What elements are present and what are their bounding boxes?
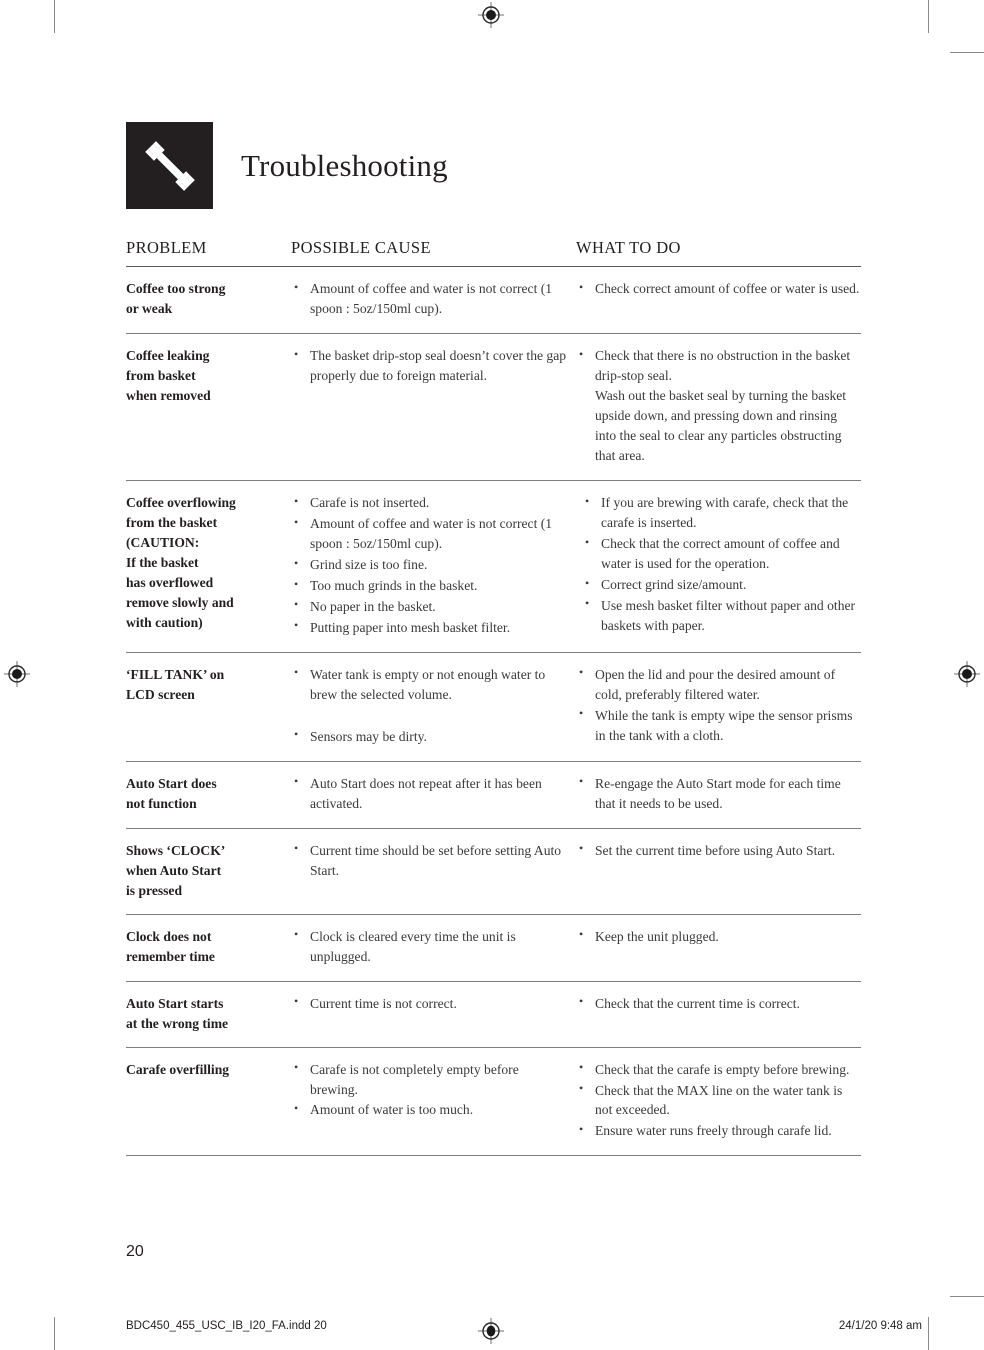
cause-item: • Amount of coffee and water is not correct (1 spoon : 5oz/150ml cup). xyxy=(291,279,568,319)
cell-what-to-do-list xyxy=(576,927,861,947)
cell-what-to-do xyxy=(576,994,861,1015)
cell-what-to-do-list xyxy=(576,346,861,466)
cell-what-to-do-list xyxy=(576,1060,861,1142)
cell-what-to-do xyxy=(576,841,861,862)
table-row xyxy=(126,334,861,480)
action-item: • Re-engage the Auto Start mode for each time that it needs to be used. xyxy=(576,774,861,814)
cell-what-to-do-list xyxy=(576,279,861,299)
cause-item: • Current time should be set before setting Auto Start. xyxy=(291,841,568,881)
cell-what-to-do xyxy=(576,774,861,815)
table-row xyxy=(126,915,861,981)
problem-text: Clock does not remember time xyxy=(126,928,215,964)
cell-what-to-do xyxy=(576,665,861,747)
cell-what-to-do-list xyxy=(576,994,861,1014)
cell-possible-cause-list xyxy=(291,774,568,814)
cause-item: • Carafe is not inserted. xyxy=(291,493,568,513)
table-row xyxy=(126,1048,861,1156)
action-item: • Correct grind size/amount. xyxy=(576,575,861,595)
cause-item: • The basket drip-stop seal doesn’t cover the gap properly due to foreign material. xyxy=(291,346,568,386)
cell-possible-cause xyxy=(291,841,576,882)
problem-caution-note: (CAUTION: If the basket has overflowed remove slowly and with caution) xyxy=(126,535,234,630)
table-row xyxy=(126,267,861,333)
action-item: • Check that the MAX line on the water tank is not exceeded. xyxy=(576,1081,861,1121)
table-row xyxy=(126,653,861,761)
column-header-possible-cause: POSSIBLE CAUSE xyxy=(291,238,431,257)
cell-problem xyxy=(126,927,291,967)
action-item: • Check correct amount of coffee or water is used. xyxy=(576,279,861,299)
wrench-icon xyxy=(126,122,213,209)
cell-problem xyxy=(126,493,291,633)
action-item: • While the tank is empty wipe the sensor prisms in the tank with a cloth. xyxy=(576,706,861,746)
cell-possible-cause-list xyxy=(291,1060,568,1121)
cause-item: • Water tank is empty or not enough water to brew the selected volume. xyxy=(291,665,568,705)
table-header-row xyxy=(126,238,861,266)
cause-item: • Carafe is not completely empty before brewing. xyxy=(291,1060,568,1100)
page-number: 20 xyxy=(126,1243,144,1260)
cell-possible-cause xyxy=(291,346,576,387)
action-item: • Check that there is no obstruction in the basket drip-stop seal. Wash out the basket seal by turning the basket upside down, and pressing down and rinsing into the seal to clear any particles obstructing that area. xyxy=(576,346,861,466)
cell-problem xyxy=(126,346,291,406)
table-row-rule xyxy=(126,1155,861,1156)
cause-item: • Auto Start does not repeat after it has been activated. xyxy=(291,774,568,814)
action-item: • Use mesh basket filter without paper and other baskets with paper. xyxy=(576,596,861,636)
cell-what-to-do xyxy=(576,493,861,637)
cell-possible-cause-list xyxy=(291,994,568,1014)
problem-text: Coffee leaking from basket when removed xyxy=(126,348,211,404)
cell-problem xyxy=(126,279,291,319)
action-item: • Check that the correct amount of coffee and water is used for the operation. xyxy=(576,534,861,574)
cell-possible-cause xyxy=(291,665,576,748)
action-item: • Ensure water runs freely through carafe lid. xyxy=(576,1121,861,1141)
cell-possible-cause xyxy=(291,774,576,815)
cell-problem xyxy=(126,774,291,814)
print-footer-date: 24/1/20 9:48 am xyxy=(838,1320,922,1332)
column-header-problem: PROBLEM xyxy=(126,238,207,257)
print-footer-filename: BDC450_455_USC_IB_I20_FA.indd 20 xyxy=(126,1320,327,1332)
cell-possible-cause xyxy=(291,493,576,639)
cell-possible-cause-list xyxy=(291,665,568,747)
cause-item: • Amount of coffee and water is not correct (1 spoon : 5oz/150ml cup). xyxy=(291,514,568,554)
cell-what-to-do-list xyxy=(576,665,861,746)
cell-what-to-do-list xyxy=(576,493,861,636)
problem-text: Coffee overflowing from the basket xyxy=(126,495,236,531)
problem-text: Auto Start does not function xyxy=(126,775,217,811)
cell-possible-cause-list xyxy=(291,841,568,881)
problem-text: Shows ‘CLOCK’ when Auto Start is pressed xyxy=(126,842,226,898)
page-title: Troubleshooting xyxy=(241,148,448,183)
cell-possible-cause-list xyxy=(291,927,568,967)
action-item: • Check that the current time is correct. xyxy=(576,994,861,1014)
cell-what-to-do xyxy=(576,346,861,467)
cell-problem xyxy=(126,665,291,705)
cell-possible-cause-list xyxy=(291,346,568,386)
cause-item: • No paper in the basket. xyxy=(291,597,568,617)
problem-text: Carafe overfilling xyxy=(126,1061,230,1077)
cell-what-to-do xyxy=(576,1060,861,1143)
cell-what-to-do-list xyxy=(576,774,861,814)
cause-item: • Amount of water is too much. xyxy=(291,1100,568,1120)
problem-text: ‘FILL TANK’ on LCD screen xyxy=(126,666,225,702)
action-item: • Set the current time before using Auto Start. xyxy=(576,841,861,861)
cause-item: • Current time is not correct. xyxy=(291,994,568,1014)
cell-possible-cause xyxy=(291,994,576,1015)
cell-problem xyxy=(126,1060,291,1080)
problem-text: Coffee too strong or weak xyxy=(126,281,226,317)
table-row xyxy=(126,829,861,914)
cell-what-to-do xyxy=(576,927,861,948)
cause-item: • Clock is cleared every time the unit is unplugged. xyxy=(291,927,568,967)
cause-item: • Sensors may be dirty. xyxy=(291,727,568,747)
column-header-what-to-do: WHAT TO DO xyxy=(576,238,681,257)
table-row xyxy=(126,481,861,652)
cell-possible-cause xyxy=(291,927,576,968)
cell-what-to-do xyxy=(576,279,861,300)
table-row xyxy=(126,982,861,1047)
action-item: • Check that the carafe is empty before brewing. xyxy=(576,1060,861,1080)
cause-item: • Putting paper into mesh basket filter. xyxy=(291,618,568,638)
cause-item: • Grind size is too fine. xyxy=(291,555,568,575)
cell-problem xyxy=(126,841,291,901)
action-item: • Keep the unit plugged. xyxy=(576,927,861,947)
cell-what-to-do-list xyxy=(576,841,861,861)
cause-item: • Too much grinds in the basket. xyxy=(291,576,568,596)
cell-problem xyxy=(126,994,291,1034)
cell-possible-cause-list xyxy=(291,493,568,638)
cell-possible-cause-list xyxy=(291,279,568,319)
cell-possible-cause xyxy=(291,1060,576,1122)
cell-possible-cause xyxy=(291,279,576,320)
table-row xyxy=(126,762,861,828)
action-item: • If you are brewing with carafe, check that the carafe is inserted. xyxy=(576,493,861,533)
action-item: • Open the lid and pour the desired amount of cold, preferably filtered water. xyxy=(576,665,861,705)
page-title-block xyxy=(126,122,448,209)
troubleshooting-table xyxy=(126,238,861,1156)
problem-text: Auto Start starts at the wrong time xyxy=(126,995,229,1031)
